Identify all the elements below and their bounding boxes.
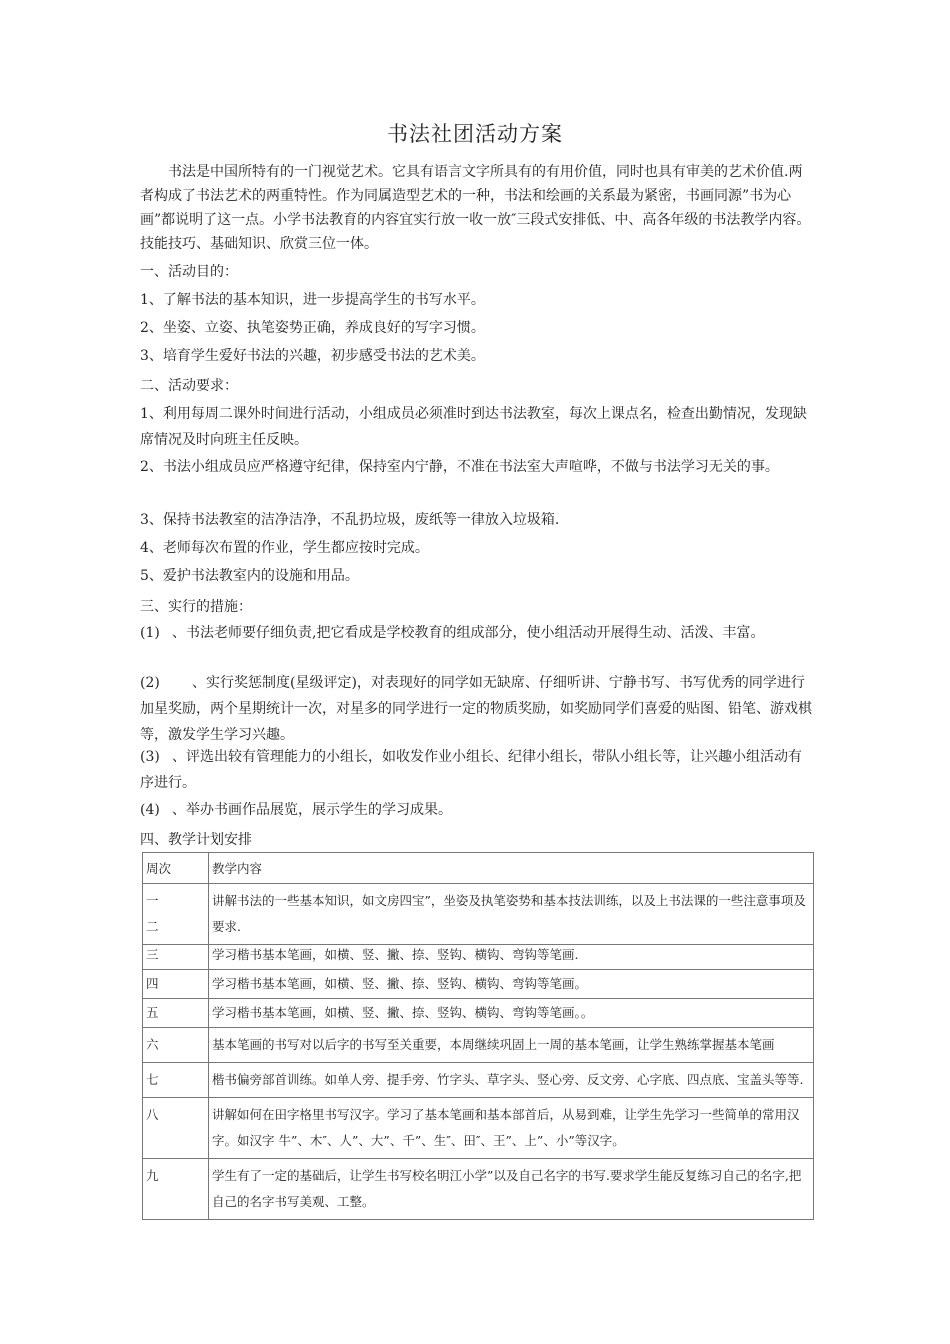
measure-number: (1) [140, 625, 160, 641]
requirement-item: 5、爱护书法教室内的设施和用品。 [140, 568, 359, 584]
content-cell: 基本笔画的书写对以后字的书写至关重要，本周继续巩固上一周的基本笔画，让学生熟练掌握基本笔画 [209, 1028, 814, 1063]
week-cell: 八 [143, 1098, 209, 1159]
measure-number: (2) [140, 675, 160, 691]
measure-number: (3) [140, 749, 160, 765]
measure-item [140, 744, 815, 796]
table-row [143, 970, 814, 999]
requirement-item: 3、保持书法教室的洁净洁净，不乱扔垃圾，废纸等一律放入垃圾箱. [140, 512, 560, 528]
section-heading-purpose: 一、活动目的： [140, 264, 238, 280]
table-row [143, 999, 814, 1028]
requirement-item: 2、书法小组成员应严格遵守纪律，保持室内宁静，不准在书法室大声喧哗，不做与书法学习无关的事。 [140, 459, 779, 475]
column-header-week: 周次 [143, 853, 209, 884]
section-heading-measures: 三、实行的措施： [140, 599, 252, 615]
content-cell: 学习楷书基本笔画，如横、竖、撇、捺、竖钩、横钩、弯钩等笔画. [209, 945, 814, 970]
week-cell: 一 二 [143, 884, 209, 945]
purpose-item: 3、培育学生爱好书法的兴趣，初步感受书法的艺术美。 [140, 348, 485, 364]
table-row [143, 884, 814, 945]
document-title: 书法社团活动方案 [387, 122, 563, 146]
table-row [143, 1159, 814, 1220]
table-header-row [143, 853, 814, 884]
teaching-plan-table [142, 852, 814, 1220]
measure-text: 、评选出较有管理能力的小组长，如收发作业小组长、纪律小组长，带队小组长等，让兴趣小组活动有序进行。 [140, 749, 802, 791]
content-cell: 楷书偏旁部首训练。如单人旁、提手旁、竹字头、草字头、竖心旁、反文旁、心字底、四点底、宝盖头等等. [209, 1063, 814, 1098]
week-cell: 五 [143, 999, 209, 1028]
week-cell: 七 [143, 1063, 209, 1098]
measure-item [140, 620, 815, 646]
week-cell: 九 [143, 1159, 209, 1220]
content-cell: 学生有了一定的基础后，让学生书写校名明江小学”以及自己名字的书写.要求学生能反复练习自己的名字,把自己的名字书写美观、工整。 [209, 1159, 814, 1220]
requirement-item: 1、利用每周二课外时间进行活动，小组成员必须准时到达书法教室，每次上课点名，检查出勤情况，发现缺席情况及时向班主任反映。 [140, 406, 807, 448]
content-cell: 学习楷书基本笔画，如横、竖、撇、捺、竖钩、横钩、弯钩等笔画。 [209, 970, 814, 999]
table-row [143, 1098, 814, 1159]
content-cell: 讲解如何在田字格里书写汉字。学习了基本笔画和基本部首后，从易到难，让学生先学习一些简单的常用汉字。如汉字 牛”、木″、人”、大”、千”、生″、田″、王”、上”、小”等汉字。 [209, 1098, 814, 1159]
intro-paragraph: 书法是中国所特有的一门视觉艺术。它具有语言文字所具有的有用价值，同时也具有审美的艺术价值.两者构成了书法艺术的两重特性。作为同属造型艺术的一种，书法和绘画的关系最为紧密，书画同源”书为心画”都说明了这一点。小学书法教育的内容宜实行放一收一放″三段式安排低、中、高各年级的书法教学内容。技能技巧、基础知识、欣赏三位一体。 [140, 164, 811, 252]
content-cell: 学习楷书基本笔画，如横、竖、撇、捺、竖钩、横钩、弯钩等笔画。。 [209, 999, 814, 1028]
measure-text: 、举办书画作品展览，展示学生的学习成果。 [172, 802, 452, 818]
column-header-content: 教学内容 [209, 853, 814, 884]
section-heading-requirements: 二、活动要求： [140, 378, 238, 394]
measure-text: 、书法老师要仔细负责,把它看成是学校教育的组成部分，使小组活动开展得生动、活泼、丰富。 [172, 625, 765, 641]
measure-item [140, 670, 815, 748]
week-cell: 六 [143, 1028, 209, 1063]
content-cell: 讲解书法的一些基本知识，如文房四宝”，坐姿及执笔姿势和基本技法训练，以及上书法课的一些注意事项及要求. [209, 884, 814, 945]
table-row [143, 1028, 814, 1063]
requirement-item: 4、老师每次布置的作业，学生都应按时完成。 [140, 540, 429, 556]
measure-item [140, 798, 815, 822]
table-row [143, 945, 814, 970]
purpose-item: 2、坐姿、立姿、执笔姿势正确，养成良好的写字习惯。 [140, 320, 485, 336]
measure-number: (4) [140, 802, 160, 818]
purpose-item: 1、了解书法的基本知识，进一步提高学生的书写水平。 [140, 292, 485, 308]
week-cell: 四 [143, 970, 209, 999]
section-heading-plan: 四、教学计划安排 [140, 832, 252, 848]
week-cell: 三 [143, 945, 209, 970]
measure-text: 、实行奖惩制度(星级评定)，对表现好的同学如无缺席、仔细听讲、宁静书写、书写优秀的同学进行加星奖励，两个星期统计一次，对星多的同学进行一定的物质奖励，如奖励同学们喜爱的贴图、铅笔、游戏棋等，激发学生学习兴趣。 [140, 675, 812, 743]
table-row [143, 1063, 814, 1098]
